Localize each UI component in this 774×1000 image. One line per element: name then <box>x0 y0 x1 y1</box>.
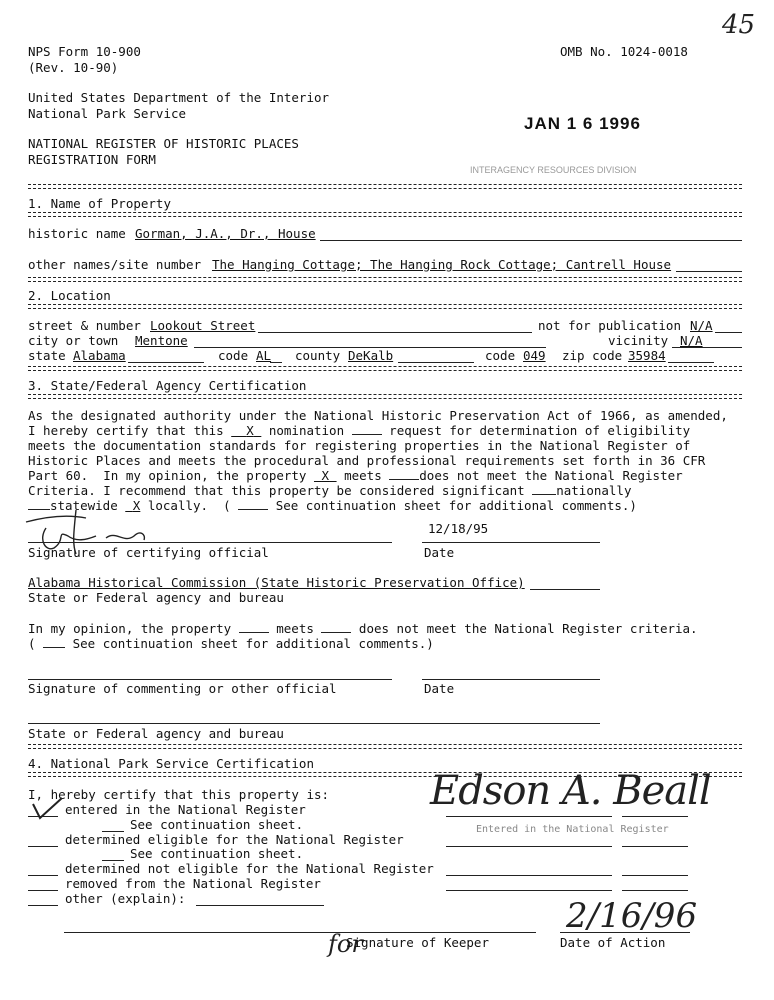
state-code-label: code <box>218 348 249 363</box>
other-names-line <box>676 271 742 272</box>
certification-line-5: Part 60. In my opinion, the property X meets does not meet the National Register <box>28 468 683 483</box>
handwritten-page-number: 45 <box>722 10 756 40</box>
entered-option: entered in the National Register <box>65 802 306 817</box>
action-date-handwritten: 2/16/96 <box>566 896 698 936</box>
locally-checkmark: X <box>132 498 141 513</box>
agency-stamp: INTERAGENCY RESOURCES DIVISION <box>470 165 637 175</box>
other-explain-line <box>196 905 324 906</box>
certification-date-value: 12/18/95 <box>428 521 489 536</box>
received-date-stamp: JAN 1 6 1996 <box>524 114 641 133</box>
keeper-label: Signature of Keeper <box>346 935 489 950</box>
meets-checkmark: X <box>321 468 330 483</box>
zip-label: zip code <box>562 348 623 363</box>
cert-signature-line <box>28 542 392 543</box>
keeper-line-g <box>446 890 612 891</box>
section-4-heading: 4. National Park Service Certification <box>28 756 314 771</box>
action-date-line <box>560 932 690 933</box>
determined-eligible-option: determined eligible for the National Register <box>65 832 404 847</box>
department: United States Department of the Interior <box>28 90 330 105</box>
not-pub-line <box>715 332 742 333</box>
agency-value: Alabama Historical Commission (State Historic Preservation Office) <box>28 575 525 590</box>
section-3-heading: 3. State/Federal Agency Certification <box>28 378 307 393</box>
section-1-heading: 1. Name of Property <box>28 196 171 211</box>
street-value: Lookout Street <box>150 318 256 333</box>
form-revision: (Rev. 10-90) <box>28 60 119 75</box>
opinion-line-1: In my opinion, the property meets does not meet the National Register criteria. <box>28 621 698 636</box>
other-names-label: other names/site number <box>28 257 202 272</box>
section-divider <box>28 394 742 399</box>
state-line <box>128 362 204 363</box>
comment-signature-label: Signature of commenting or other official <box>28 681 337 696</box>
zip-line <box>668 362 714 363</box>
action-date-label: Date of Action <box>560 935 666 950</box>
vicinity-value: N/A <box>680 333 703 348</box>
not-for-publication-label: not for publication <box>538 318 681 333</box>
zip-value: 35984 <box>628 348 666 363</box>
not-eligible-blank <box>28 875 58 876</box>
keeper-line-h <box>622 890 688 891</box>
other-option: other (explain): <box>65 891 186 906</box>
city-value: Mentone <box>135 333 188 348</box>
comment-date-line <box>422 679 600 680</box>
certifying-signature-label: Signature of certifying official <box>28 545 269 560</box>
keeper-line-b <box>622 816 688 817</box>
for-mark: for <box>328 930 363 958</box>
other-blank <box>28 905 58 906</box>
not-for-publication-value: N/A <box>690 318 713 333</box>
section-divider <box>28 212 742 217</box>
state-value: Alabama <box>73 348 126 363</box>
county-code-value: 049 <box>523 348 546 363</box>
certification-line-4: Historic Places and meets the procedural and professional requirements set forth in 36 CFR <box>28 453 706 468</box>
historic-name-line <box>320 240 742 241</box>
form-title: REGISTRATION FORM <box>28 152 156 167</box>
state-code-value: AL <box>256 348 272 363</box>
section-divider <box>28 744 742 749</box>
certifying-date-label: Date <box>424 545 455 560</box>
section-divider <box>28 184 742 189</box>
historic-name-value: Gorman, J.A., Dr., House <box>135 226 316 241</box>
nomination-checkmark: X <box>246 423 254 438</box>
entered-register-stamp: Entered in the National Register <box>476 824 669 835</box>
removed-option: removed from the National Register <box>65 876 321 891</box>
section-2-heading: 2. Location <box>28 288 111 303</box>
county-value: DeKalb <box>348 348 394 363</box>
checkmark-icon <box>30 796 66 822</box>
state-label: state <box>28 348 66 363</box>
comment-date-label: Date <box>424 681 455 696</box>
agency2-line <box>28 723 600 724</box>
keeper-line-f <box>622 875 688 876</box>
opinion-line-2: ( See continuation sheet for additional comments.) <box>28 636 434 651</box>
keeper-line-a <box>446 816 612 817</box>
county-code-label: code <box>485 348 516 363</box>
keeper-line-e <box>446 875 612 876</box>
section-divider <box>28 277 742 282</box>
certification-line-2: I hereby certify that this X nomination request for determination of eligibility <box>28 423 691 438</box>
vicinity-line <box>672 347 742 348</box>
street-line <box>258 332 532 333</box>
city-label: city or town <box>28 333 119 348</box>
certification-line-6: Criteria. I recommend that this property be considered significant nationally <box>28 483 632 498</box>
street-label: street & number <box>28 318 141 333</box>
section-divider <box>28 304 742 309</box>
keeper-signature-line <box>64 932 536 933</box>
service: National Park Service <box>28 106 187 121</box>
comment-signature-line <box>28 679 392 680</box>
nps-certify-line: I, hereby certify that this property is: <box>28 787 330 802</box>
cert-date-line <box>422 542 600 543</box>
form-number: NPS Form 10-900 <box>28 44 141 59</box>
vicinity-label: vicinity <box>608 333 669 348</box>
register-title: NATIONAL REGISTER OF HISTORIC PLACES <box>28 136 299 151</box>
see-continuation-2: See continuation sheet. <box>130 846 304 861</box>
section-divider <box>28 366 742 371</box>
county-label: county <box>295 348 341 363</box>
historic-name-label: historic name <box>28 226 126 241</box>
certification-line-3: meets the documentation standards for registering properties in the National Register of <box>28 438 691 453</box>
keeper-signature: Edson A. Beall <box>430 768 711 814</box>
entered-blank <box>28 816 58 817</box>
omb-number: OMB No. 1024-0018 <box>560 44 688 59</box>
county-line <box>398 362 474 363</box>
not-eligible-option: determined not eligible for the National Register <box>65 861 434 876</box>
agency2-label: State or Federal agency and bureau <box>28 726 284 741</box>
other-names-value: The Hanging Cottage; The Hanging Rock Cottage; Cantrell House <box>212 257 672 272</box>
state-code-line <box>270 362 282 363</box>
keeper-line-c <box>446 846 612 847</box>
see-continuation-1: See continuation sheet. <box>130 817 304 832</box>
agency-line <box>530 589 600 590</box>
keeper-line-d <box>622 846 688 847</box>
certification-line-1: As the designated authority under the National Historic Preservation Act of 1966, as amended, <box>28 408 728 423</box>
removed-blank <box>28 890 58 891</box>
agency-label: State or Federal agency and bureau <box>28 590 284 605</box>
eligible-blank <box>28 846 58 847</box>
certification-line-7: statewide X locally. ( See continuation sheet for additional comments.) <box>28 498 637 513</box>
